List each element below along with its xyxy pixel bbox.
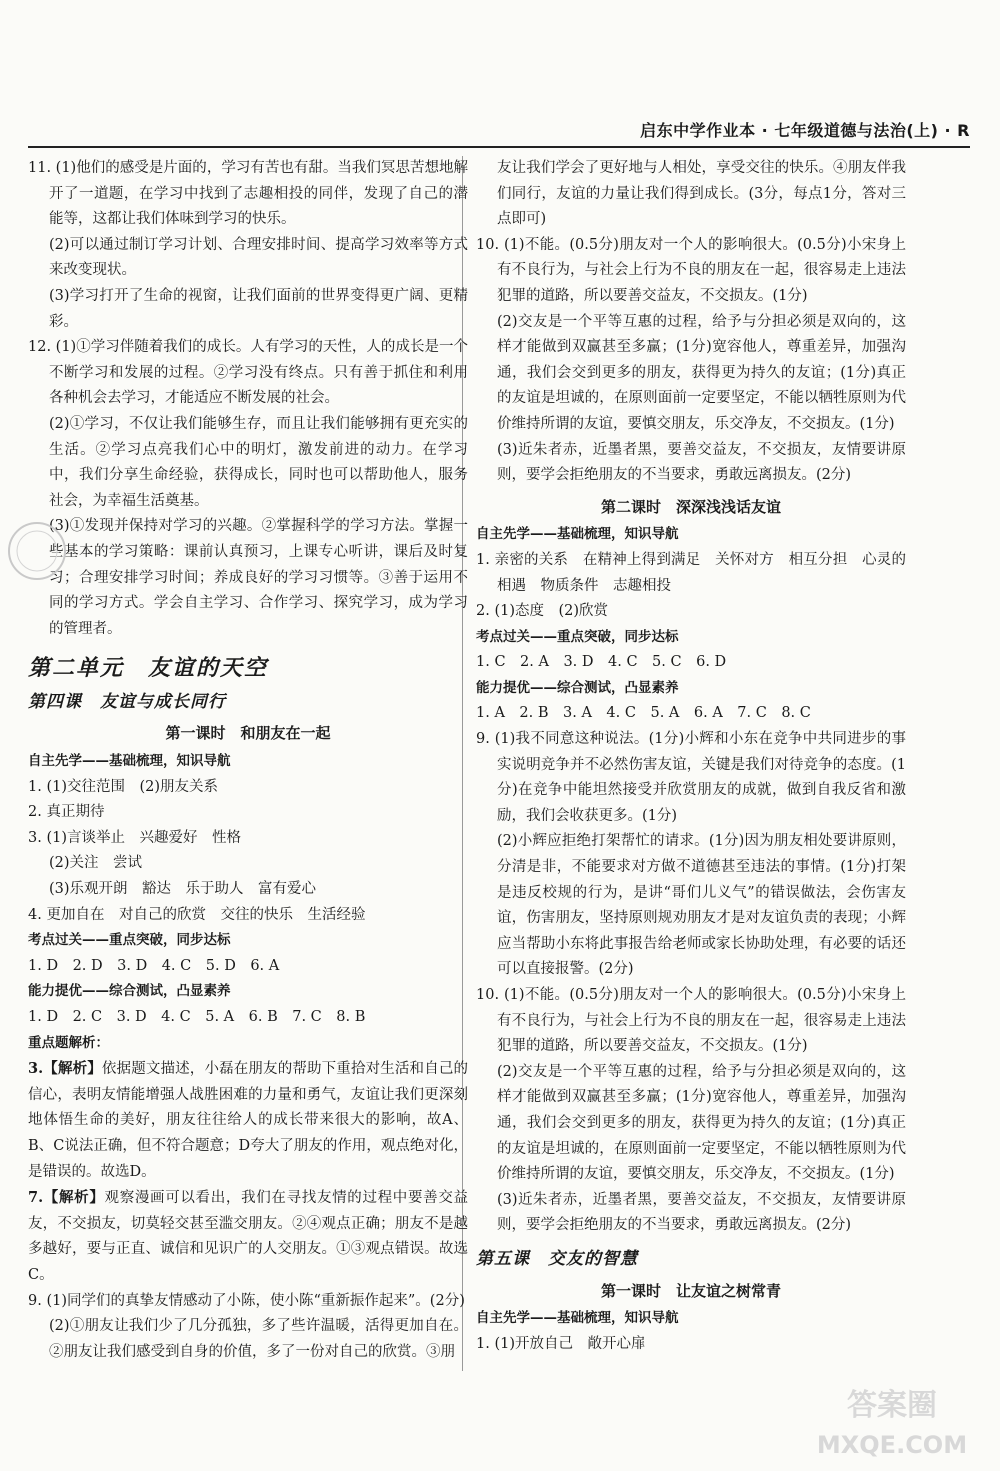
q9-part1: 9. (1)我不同意这种说法。(1分)小辉和小东在竞争中共同进步的事实说明竞争并不必然伤害友谊，关键是我们对待竞争的态度。(1分)在竞争中能坦然接受并欣赏朋友的成就，做到自我反省和激励，我们会收获更多。(1分) (476, 731, 906, 824)
q11-part1: 11. (1)他们的感受是片面的，学习有苦也有甜。当我们冥思苦想地解开了一道题，在学习中找到了志趣相投的同伴，发现了自己的潜能等，这都让我们体味到学习的快乐。 (28, 160, 468, 228)
section-heading: 能力提优——综合测试，凸显素养 (476, 679, 679, 696)
watermark-url: MXQE.COM (816, 1431, 968, 1459)
q9-part1: 9. (1)同学们的真挚友情感动了小陈，使小陈“重新振作起来”。(2分) (28, 1292, 465, 1309)
lesson-title: 第一课时 让友谊之树常青 (600, 1281, 781, 1300)
q10-part3: (3)近朱者赤，近墨者黑，要善交益友，不交损友，友情要讲原则，要学会拒绝朋友的不当要求，勇敢远离损友。(2分) (497, 1191, 906, 1234)
analysis-7 (28, 1185, 468, 1288)
q11-part3: (3)学习打开了生命的视窗，让我们面前的世界变得更广阔、更精彩。 (49, 287, 468, 330)
answer-line: 3. (1)言谈举止 兴趣爱好 性格 (28, 829, 241, 846)
course-title: 第四课 友谊与成长同行 (28, 691, 226, 712)
analysis-3 (28, 1056, 468, 1185)
left-column (28, 156, 468, 1365)
answer-line: 2. (1)态度 (2)欣赏 (476, 603, 609, 620)
answer-line: 4. 更加自在 对自己的欣赏 交往的快乐 生活经验 (28, 906, 366, 923)
lesson-title: 第一课时 和朋友在一起 (165, 724, 331, 743)
q9-part2: (2)小辉应拒绝打架帮忙的请求。(1分)因为朋友相处要讲原则，分清是非，不能要求对方做不道德甚至违法的事情。(1分)打架是违反校规的行为，是讲“哥们儿义气”的错误做法，会伤害友谊，伤害朋友，坚持原则规劝朋友才是对友谊负责的表现；小辉应当帮助小东将此事报告给老师或家长协助处理，有必要的话还可以直接报警。(2分) (497, 833, 906, 978)
page-header (28, 118, 970, 148)
answer-line: 2. 真正期待 (28, 804, 105, 821)
q11-part2: (2)可以通过制订学习计划、合理安排时间、提高学习效率等方式来改变现状。 (49, 236, 468, 279)
answer-line: 1. 亲密的关系 在精神上得到满足 关怀对方 相互分担 心灵的相遇 物质条件 志趣相投 (476, 551, 906, 594)
q10-part3: (3)近朱者赤，近墨者黑，要善交益友，不交损友，友情要讲原则，要学会拒绝朋友的不当要求，勇敢远离损友。(2分) (497, 441, 906, 484)
header-title: 启东中学作业本 · 七年级道德与法治(上) · R (640, 121, 970, 140)
q10-part2: (2)交友是一个平等互惠的过程，给予与分担必须是双向的，这样才能做到双赢甚至多赢；(1分)宽容他人，尊重差异，加强沟通，我们会交到更多的朋友，获得更为持久的友谊；(1分)真正的友谊是坦诚的，在原则面前一定要坚定，不能以牺牲原则为代价维持所谓的友谊，要慎交朋友，乐交净友，不交损友。(1分) (497, 313, 906, 432)
answer-line: (3)乐观开朗 豁达 乐于助人 富有爱心 (49, 881, 317, 898)
answer-line: 1. A 2. B 3. A 4. C 5. A 6. A 7. C 8. C (476, 705, 811, 722)
q12-part2: (2)①学习，不仅让我们能够生存，而且让我们能够拥有更充实的生活。②学习点亮我们心中的明灯，激发前进的动力。在学习中，我们分享生命经验，获得成长，同时也可以帮助他人，服务社会，为幸福生活奠基。 (49, 415, 468, 509)
watermark-main: 答案圈 (847, 1388, 937, 1423)
q9-part2: (2)①朋友让我们少了几分孤独，多了些许温暖，活得更加自在。②朋友让我们感受到自身的价值，多了一份对自己的欣赏。③朋 (49, 1318, 468, 1360)
q12-part3: (3)①发现并保持对学习的兴趣。②掌握科学的学习方法。掌握一些基本的学习策略：课前认真预习，上课专心听讲，课后及时复习；合理安排学习时间；养成良好的学习习惯等。③善于运用不同的学习方式。学会自主学习、合作学习、探究学习，成为学习的管理者。 (49, 518, 468, 637)
section-heading: 考点过关——重点突破，同步达标 (28, 932, 231, 949)
analysis-tag: 7.【解析】 (28, 1189, 105, 1207)
right-column (476, 156, 906, 1357)
library-stamp-icon (2, 518, 72, 584)
section-heading: 考点过关——重点突破，同步达标 (476, 628, 679, 645)
q10-part2: (2)交友是一个平等互惠的过程，给予与分担必须是双向的，这样才能做到双赢甚至多赢；(1分)宽容他人，尊重差异，加强沟通，我们会交到更多的朋友，获得更为持久的友谊；(1分)真正的友谊是坦诚的，在原则面前一定要坚定，不能以牺牲原则为代价维持所谓的友谊，要慎交朋友，乐交净友，不交损友。(1分) (497, 1063, 906, 1183)
q10-part1: 10. (1)不能。(0.5分)朋友对一个人的影响很大。(0.5分)小宋身上有不良行为，与社会上行为不良的朋友在一起，很容易走上违法犯罪的道路，所以要善交益友，不交损友。(1分) (476, 987, 906, 1055)
answer-line: 1. (1)交往范围 (2)朋友关系 (28, 778, 219, 795)
watermark-logo (792, 1373, 992, 1465)
section-heading: 自主先学——基础梳理，知识导航 (28, 753, 231, 770)
analysis-text: 观察漫画可以看出，我们在寻找友情的过程中要善交益友，不交损友，切莫轻交甚至滥交朋友。②④观点正确；朋友不是越多越好，要与正直、诚信和见识广的人交朋友。①③观点错误。故选C。 (28, 1190, 469, 1283)
q12-part1: 12. (1)①学习伴随着我们的成长。人有学习的天性，人的成长是一个不断学习和发展的过程。②学习没有终点。只有善于抓住和利用各种机会去学习，才能适应不断发展的社会。 (28, 339, 468, 407)
answer-line: 1. D 2. C 3. D 4. C 5. A 6. B 7. C 8. B (28, 1009, 366, 1025)
answer-line: 1. C 2. A 3. D 4. C 5. C 6. D (476, 654, 727, 671)
section-heading: 能力提优——综合测试，凸显素养 (28, 983, 231, 1000)
q10-part1: 10. (1)不能。(0.5分)朋友对一个人的影响很大。(0.5分)小宋身上有不良行为，与社会上行为不良的朋友在一起，很容易走上违法犯罪的道路，所以要善交益友，不交损友。(1分) (476, 236, 906, 304)
answer-line: 1. (1)开放自己 敞开心扉 (476, 1335, 646, 1352)
section-heading: 自主先学——基础梳理，知识导航 (476, 526, 679, 543)
section-heading: 自主先学——基础梳理，知识导航 (476, 1310, 679, 1327)
section-heading: 重点题解析： (28, 1034, 109, 1051)
answer-line: 1. D 2. D 3. D 4. C 5. D 6. A (28, 957, 280, 974)
lesson-title: 第二课时 深深浅浅话友谊 (600, 497, 781, 516)
unit-title: 第二单元 友谊的天空 (28, 656, 269, 682)
answer-line: (2)关注 尝试 (49, 855, 143, 872)
analysis-text: 依据题文描述，小磊在朋友的帮助下重拾对生活和自己的信心，表明友情能增强人战胜困难的力量和勇气，友谊让我们更深刻地体悟生命的美好，朋友往往给人的成长带来很大的影响，故A、B、C说法正确，但不符合题意；D夸大了朋友的作用，观点绝对化，是错误的。故选D。 (28, 1061, 468, 1180)
analysis-tag: 3.【解析】 (28, 1060, 102, 1078)
course-title: 第五课 交友的智慧 (476, 1248, 638, 1269)
q9-continued: 友让我们学会了更好地与人相处，享受交往的快乐。④朋友伴我们同行，友谊的力量让我们得到成长。(3分，每点1分，答对三点即可) (497, 160, 906, 228)
